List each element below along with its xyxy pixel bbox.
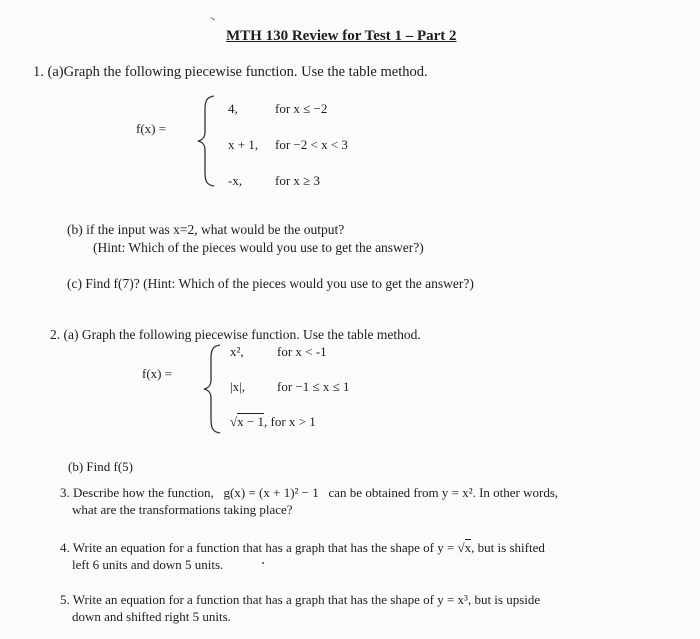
q2-piece1-cond: for x < -1 — [277, 344, 327, 359]
q2-func-label: f(x) = — [142, 366, 173, 381]
q3-prefix: 3. Describe how the function, — [60, 485, 214, 500]
q4-line1 — [60, 540, 545, 556]
q1-part-b: (b) if the input was x=2, what would be the output? — [67, 222, 345, 237]
sqrt-symbol: √ — [457, 540, 465, 555]
q1-piece1-expr: 4, — [228, 101, 238, 116]
q1-part-a: 1. (a)Graph the following piecewise function. Use the table method. — [33, 64, 428, 80]
q4-radicand: x — [464, 540, 472, 555]
q1-piece1-cond: for x ≤ −2 — [275, 101, 328, 116]
q4-suffix: , but is shifted — [471, 540, 545, 555]
q2-part-a: 2. (a) Graph the following piecewise function. Use the table method. — [50, 327, 421, 342]
q1-piece3-cond: for x ≥ 3 — [275, 173, 321, 188]
page-title: MTH 130 Review for Test 1 – Part 2 — [226, 28, 457, 44]
q2-piece1-expr: x², — [230, 344, 244, 359]
q5-prefix: 5. Write an equation for a function that has a graph that has the shape of — [60, 592, 434, 607]
q1-part-c: (c) Find f(7)? (Hint: Which of the pieces would you use to get the answer?) — [67, 276, 474, 291]
q2-piece3-radicand: x − 1 — [237, 414, 264, 429]
q1-piece2-cond: for −2 < x < 3 — [275, 137, 348, 152]
q5-line1 — [60, 592, 540, 608]
q3-line2: what are the transformations taking place? — [72, 502, 293, 517]
q3-suffix: can be obtained from y = x². In other words, — [328, 485, 559, 500]
q5-function: y = x³ — [437, 592, 468, 607]
q2-brace — [202, 343, 224, 435]
q4-prefix: 4. Write an equation for a function that has a graph that has the shape of y = — [60, 540, 455, 555]
q2-part-b: (b) Find f(5) — [68, 459, 133, 474]
q1-brace — [196, 94, 218, 188]
sqrt-symbol: √ — [230, 414, 238, 429]
q2-piece3 — [230, 414, 316, 430]
q2-piece3-cond: , for x > 1 — [263, 414, 316, 429]
q2-piece2-expr: |x|, — [230, 379, 245, 394]
q1-part-b-hint: (Hint: Which of the pieces would you use to get the answer?) — [93, 240, 424, 255]
q3-line1 — [60, 485, 558, 501]
q1-piece2-expr: x + 1, — [228, 137, 259, 152]
q2-piece2-cond: for −1 ≤ x ≤ 1 — [277, 379, 350, 394]
q1-piece3-expr: -x, — [228, 173, 243, 188]
pen-mark — [208, 17, 215, 25]
q5-line2: down and shifted right 5 units. — [72, 609, 231, 624]
q3-function: g(x) = (x + 1)² − 1 — [223, 485, 319, 500]
q1-func-label: f(x) = — [136, 121, 167, 136]
stray-mark — [262, 562, 264, 564]
q4-line2: left 6 units and down 5 units. — [72, 557, 224, 572]
q5-suffix: , but is upside — [467, 592, 541, 607]
